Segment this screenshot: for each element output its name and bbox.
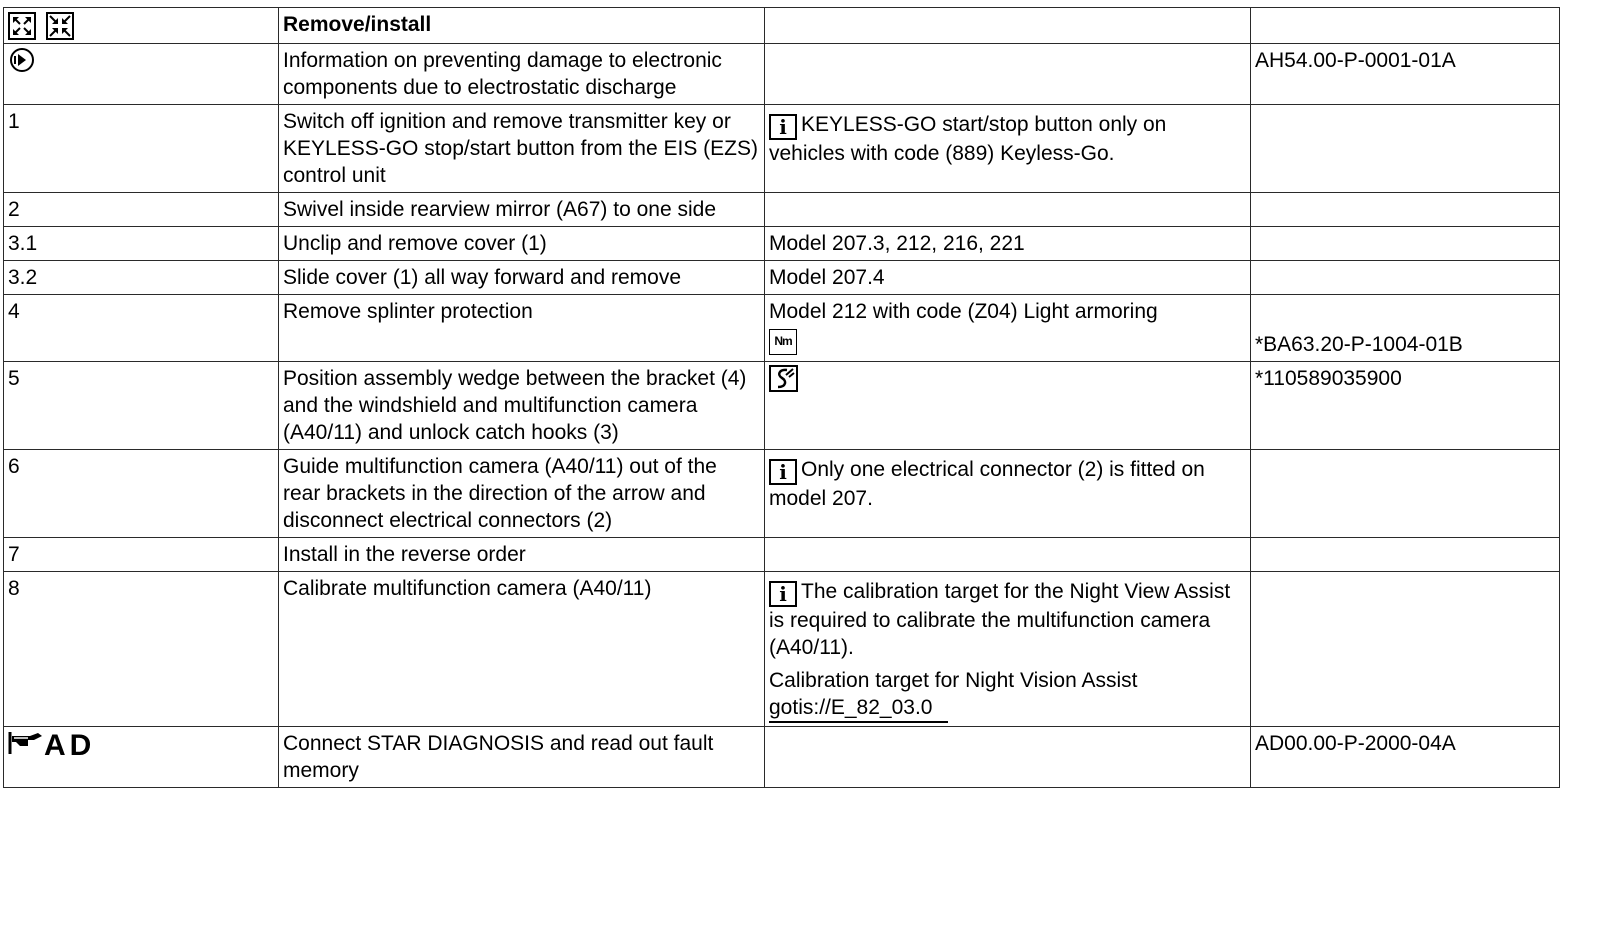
torque-icon[interactable]: Nm	[769, 329, 797, 355]
procedure-table	[3, 7, 1560, 788]
reference-cell	[1251, 295, 1560, 362]
note-cell	[765, 362, 1251, 450]
reference-cell	[1251, 538, 1560, 572]
table-row	[4, 295, 1560, 362]
note-text-secondary: Calibration target for Night Vision Assist	[769, 669, 1138, 692]
info-icon: i	[769, 581, 797, 607]
action-cell: Install in the reverse order	[279, 538, 765, 572]
note-text: KEYLESS-GO start/stop button only on vehicles with code (889) Keyless-Go.	[769, 113, 1167, 165]
header-empty-cell	[1251, 8, 1560, 44]
note-text: The calibration target for the Night View Assist is required to calibrate the multifunction camera (A40/11).	[769, 580, 1231, 659]
action-cell: Guide multifunction camera (A40/11) out of the rear brackets in the direction of the arrow and disconnect electrical connectors (2)	[279, 450, 765, 538]
star-diagnosis-label: AD	[44, 728, 96, 762]
header-empty-cell	[765, 8, 1251, 44]
header-icons-cell	[4, 8, 279, 44]
note-cell	[765, 44, 1251, 105]
action-cell: Position assembly wedge between the bracket (4) and the windshield and multifunction camera (A40/11) and unlock catch hooks (3)	[279, 362, 765, 450]
table-row	[4, 572, 1560, 727]
step-number: 3.2	[4, 261, 279, 295]
reference-cell	[1251, 450, 1560, 538]
reference-cell	[1251, 261, 1560, 295]
calibration-target-link[interactable]: gotis://E_82_03.0	[769, 694, 948, 723]
reference-cell	[1251, 572, 1560, 727]
step-cell	[4, 727, 279, 788]
special-tool-icon[interactable]	[769, 365, 799, 393]
table-row	[4, 227, 1560, 261]
step-number: 5	[4, 362, 279, 450]
action-cell: Connect STAR DIAGNOSIS and read out fault memory	[279, 727, 765, 788]
reference-link[interactable]: AD00.00-P-2000-04A	[1251, 727, 1560, 788]
expand-all-icon[interactable]	[8, 12, 36, 40]
note-cell	[765, 727, 1251, 788]
note-cell: Model 207.4	[765, 261, 1251, 295]
table-row	[4, 261, 1560, 295]
header-title: Remove/install	[279, 8, 765, 44]
action-cell: Swivel inside rearview mirror (A67) to one side	[279, 193, 765, 227]
step-number: 7	[4, 538, 279, 572]
step-number: 1	[4, 105, 279, 193]
table-row	[4, 105, 1560, 193]
note-text: Only one electrical connector (2) is fitted on model 207.	[769, 458, 1205, 510]
reference-link[interactable]: AH54.00-P-0001-01A	[1251, 44, 1560, 105]
info-icon: i	[769, 459, 797, 485]
table-row	[4, 450, 1560, 538]
reference-link[interactable]: *BA63.20-P-1004-01B	[1255, 333, 1463, 356]
step-number: 8	[4, 572, 279, 727]
info-icon: i	[769, 114, 797, 140]
table-header-row	[4, 8, 1560, 44]
note-cell	[765, 295, 1251, 362]
table-row	[4, 193, 1560, 227]
step-number: 6	[4, 450, 279, 538]
table-row	[4, 362, 1560, 450]
action-cell: Information on preventing damage to electronic components due to electrostatic discharge	[279, 44, 765, 105]
action-cell: Unclip and remove cover (1)	[279, 227, 765, 261]
step-cell	[4, 44, 279, 105]
note-cell	[765, 572, 1251, 727]
note-text: Model 212 with code (Z04) Light armoring	[769, 300, 1158, 323]
esd-warning-icon	[8, 47, 38, 77]
note-cell	[765, 193, 1251, 227]
action-cell: Switch off ignition and remove transmitter key or KEYLESS-GO stop/start button from the EIS (EZS) control unit	[279, 105, 765, 193]
step-number: 4	[4, 295, 279, 362]
step-number: 3.1	[4, 227, 279, 261]
table-row	[4, 727, 1560, 788]
collapse-all-icon[interactable]	[46, 12, 74, 40]
table-row	[4, 538, 1560, 572]
note-cell: Model 207.3, 212, 216, 221	[765, 227, 1251, 261]
action-cell: Remove splinter protection	[279, 295, 765, 362]
reference-cell	[1251, 105, 1560, 193]
action-cell: Slide cover (1) all way forward and remove	[279, 261, 765, 295]
note-cell	[765, 105, 1251, 193]
star-diagnosis-icon	[8, 730, 44, 760]
reference-cell	[1251, 227, 1560, 261]
reference-link[interactable]: *110589035900	[1251, 362, 1560, 450]
action-cell: Calibrate multifunction camera (A40/11)	[279, 572, 765, 727]
note-cell	[765, 538, 1251, 572]
reference-cell	[1251, 193, 1560, 227]
table-row	[4, 44, 1560, 105]
note-cell	[765, 450, 1251, 538]
step-number: 2	[4, 193, 279, 227]
star-diagnosis-marker	[8, 730, 95, 760]
